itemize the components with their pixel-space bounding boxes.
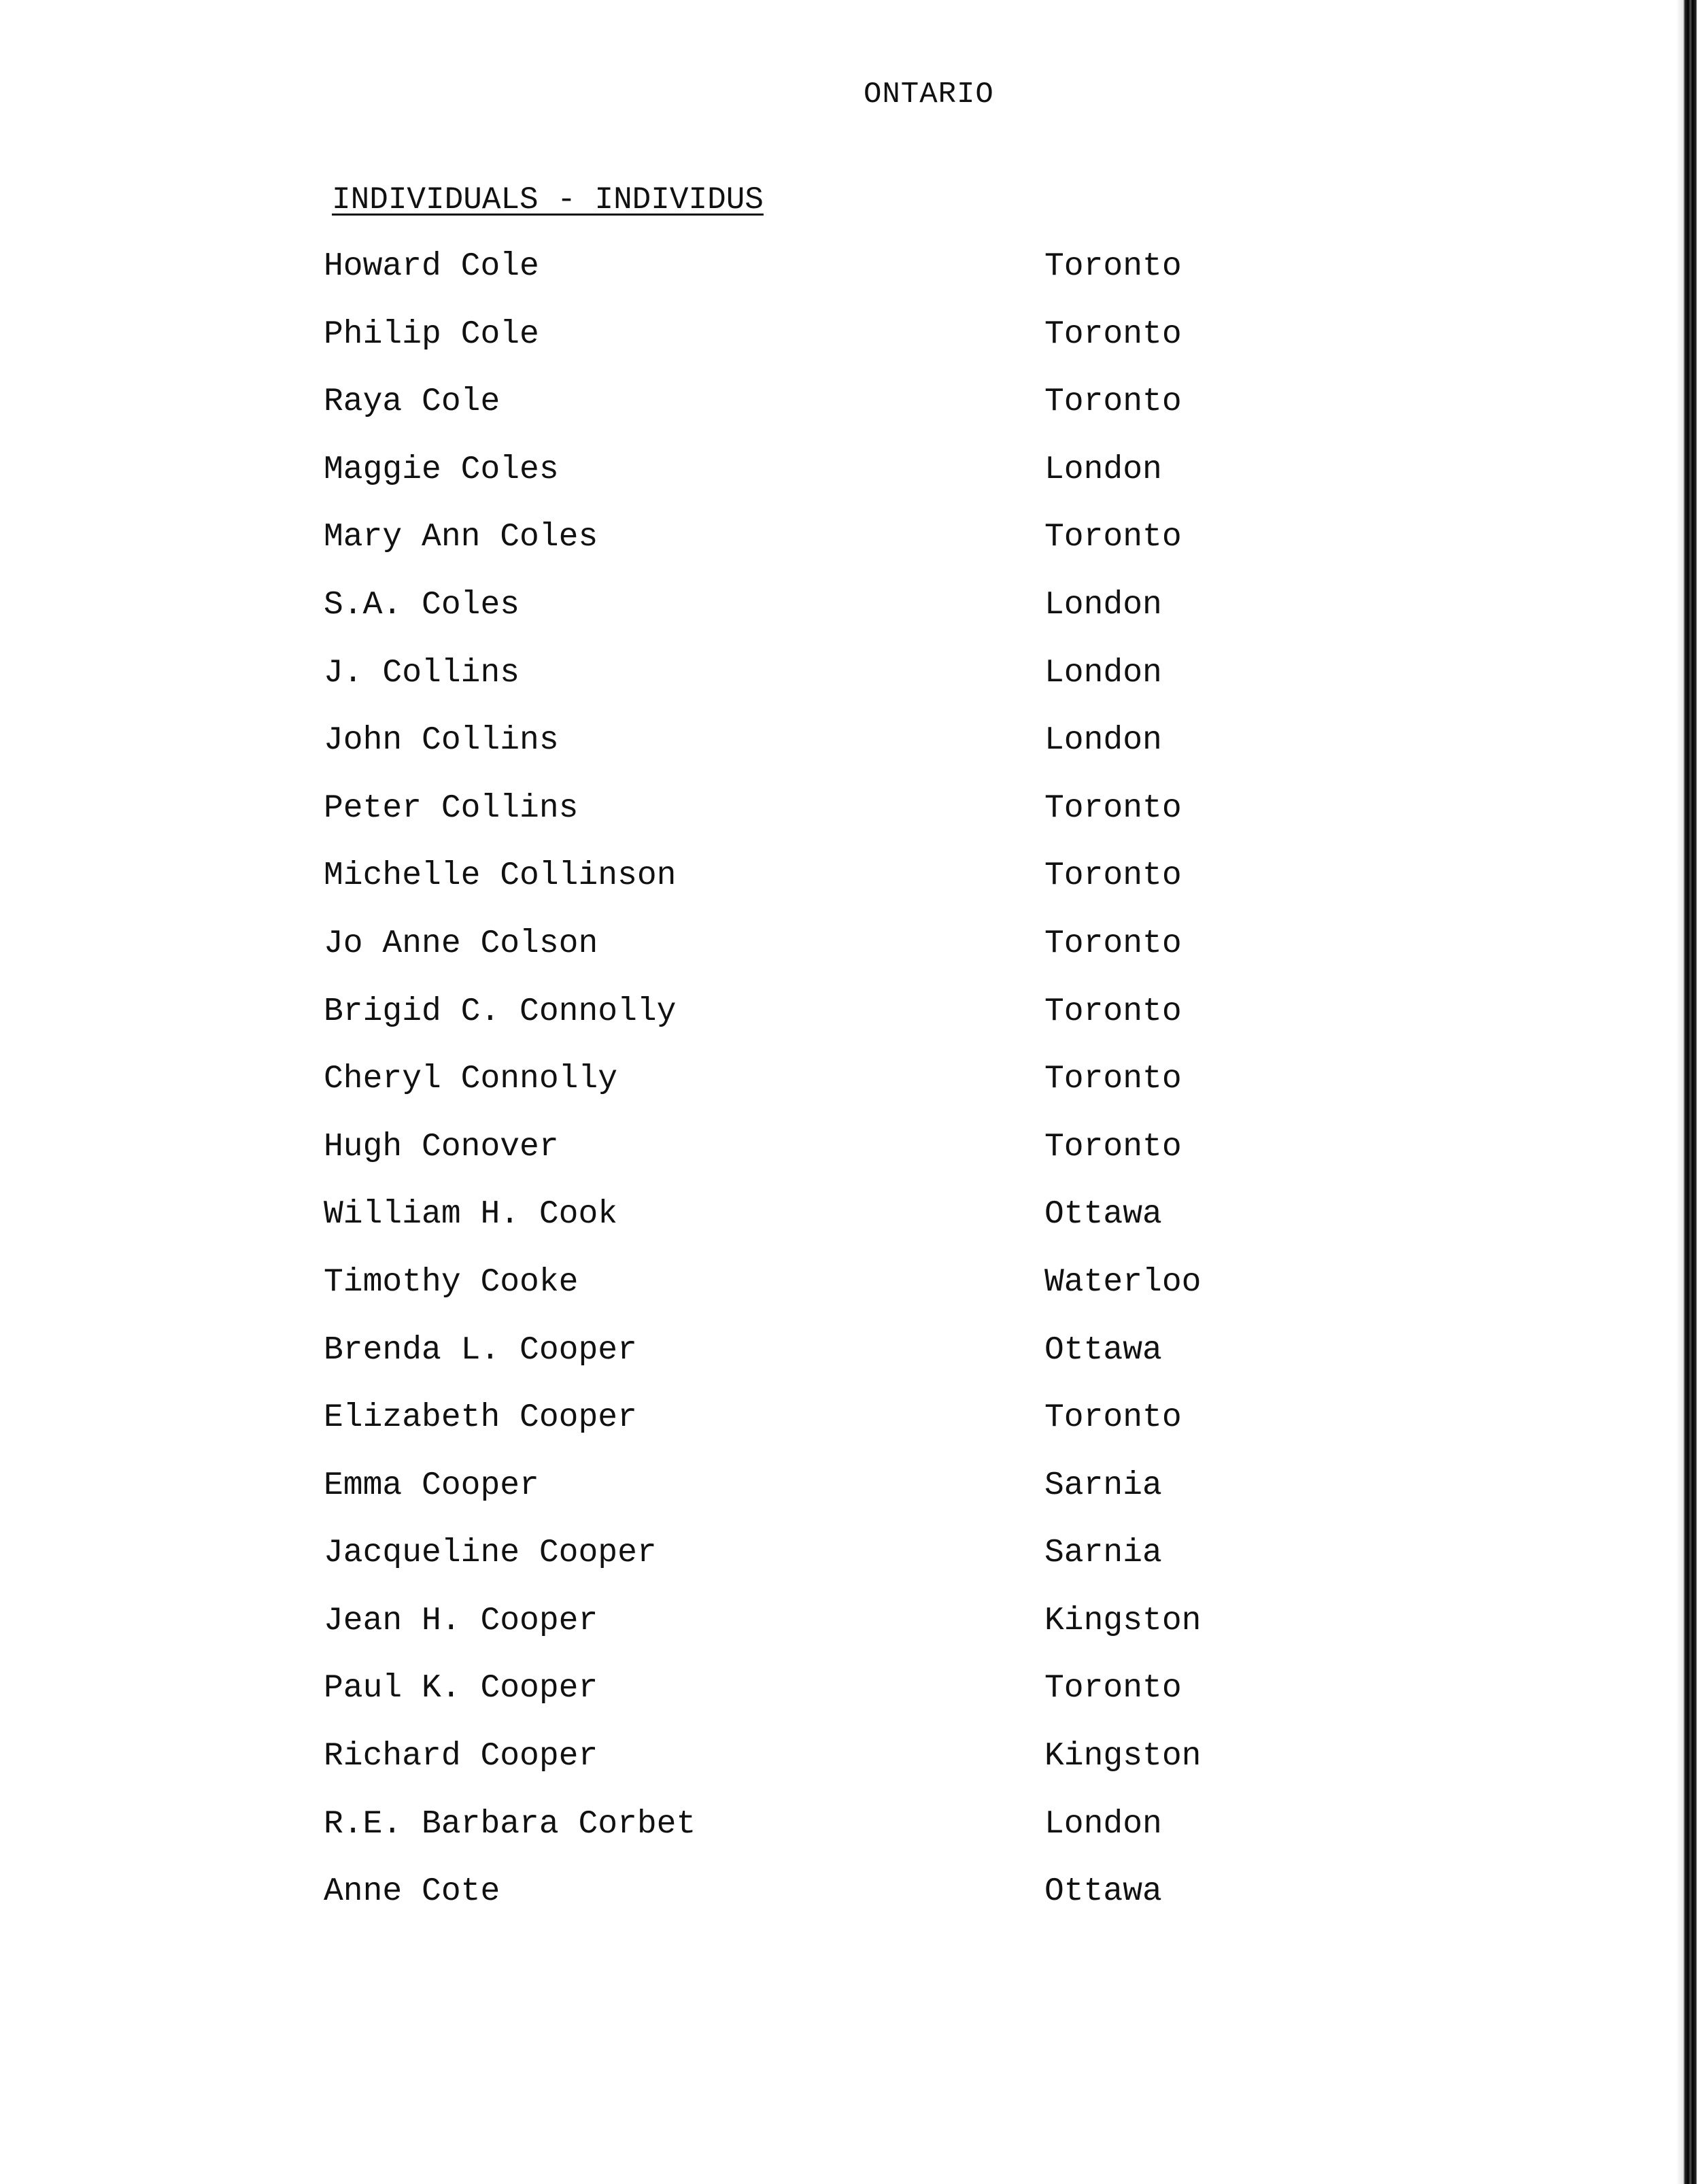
list-item — [324, 857, 1276, 925]
entry-city: Toronto — [1044, 1399, 1182, 1437]
entry-name: Hugh Conover — [324, 1128, 559, 1165]
entry-city: Ottawa — [1044, 1873, 1162, 1911]
list-item — [324, 993, 1276, 1061]
list-item — [324, 1467, 1276, 1535]
list-item — [324, 587, 1276, 655]
entry-city: London — [1044, 451, 1162, 488]
entry-name: Jo Anne Colson — [324, 925, 598, 962]
entry-name: Michelle Collinson — [324, 857, 677, 895]
entry-name: Jean H. Cooper — [324, 1602, 598, 1639]
entry-city: Sarnia — [1044, 1535, 1162, 1572]
entry-city: Kingston — [1044, 1738, 1202, 1775]
entry-city: Toronto — [1044, 315, 1182, 353]
entry-name: Richard Cooper — [324, 1738, 598, 1775]
list-item — [324, 248, 1276, 316]
list-item — [324, 1738, 1276, 1806]
entry-name: S.A. Coles — [324, 586, 520, 624]
entry-city: Toronto — [1044, 857, 1182, 895]
page-title: ONTARIO — [864, 78, 994, 112]
entry-city: London — [1044, 722, 1162, 760]
list-item — [324, 1196, 1276, 1264]
list-item — [324, 925, 1276, 993]
list-item — [324, 383, 1276, 451]
entry-city: Toronto — [1044, 1128, 1182, 1165]
list-item — [324, 1603, 1276, 1671]
entry-name: Cheryl Connolly — [324, 1061, 618, 1098]
entry-name: R.E. Barbara Corbet — [324, 1805, 696, 1843]
individuals-list — [324, 248, 1276, 1941]
list-item — [324, 1535, 1276, 1603]
list-item — [324, 722, 1276, 790]
entry-name: Howard Cole — [324, 248, 539, 285]
entry-city: London — [1044, 1805, 1162, 1843]
section-heading: INDIVIDUALS - INDIVIDUS — [332, 182, 764, 218]
list-item — [324, 1129, 1276, 1197]
entry-city: Toronto — [1044, 383, 1182, 421]
entry-city: London — [1044, 586, 1162, 624]
entry-name: Elizabeth Cooper — [324, 1399, 637, 1437]
binding-shadow — [1676, 0, 1683, 2184]
entry-name: Brigid C. Connolly — [324, 993, 677, 1030]
list-item — [324, 1332, 1276, 1400]
list-item — [324, 790, 1276, 858]
entry-city: Ottawa — [1044, 1196, 1162, 1233]
entry-city: Kingston — [1044, 1602, 1202, 1639]
entry-city: Sarnia — [1044, 1467, 1162, 1504]
entry-name: Peter Collins — [324, 789, 579, 827]
entry-city: London — [1044, 654, 1162, 692]
list-item — [324, 451, 1276, 519]
entry-name: Raya Cole — [324, 383, 500, 421]
entry-city: Toronto — [1044, 993, 1182, 1030]
entry-name: William H. Cook — [324, 1196, 618, 1233]
list-item — [324, 519, 1276, 587]
entry-name: J. Collins — [324, 654, 520, 692]
entry-city: Toronto — [1044, 248, 1182, 285]
list-item — [324, 1061, 1276, 1129]
entry-name: Brenda L. Cooper — [324, 1331, 637, 1369]
list-item — [324, 1670, 1276, 1738]
entry-name: Emma Cooper — [324, 1467, 539, 1504]
entry-city: Waterloo — [1044, 1263, 1202, 1301]
entry-name: Mary Ann Coles — [324, 519, 598, 556]
entry-name: Maggie Coles — [324, 451, 559, 488]
entry-city: Toronto — [1044, 1670, 1182, 1707]
entry-city: Toronto — [1044, 1061, 1182, 1098]
entry-city: Toronto — [1044, 925, 1182, 962]
entry-name: Philip Cole — [324, 315, 539, 353]
list-item — [324, 655, 1276, 723]
list-item — [324, 1264, 1276, 1332]
entry-name: Jacqueline Cooper — [324, 1535, 657, 1572]
list-item — [324, 316, 1276, 384]
entry-name: Paul K. Cooper — [324, 1670, 598, 1707]
page-binding-edge — [1683, 0, 1697, 2184]
entry-city: Toronto — [1044, 789, 1182, 827]
entry-city: Ottawa — [1044, 1331, 1162, 1369]
list-item — [324, 1873, 1276, 1941]
entry-city: Toronto — [1044, 519, 1182, 556]
list-item — [324, 1806, 1276, 1874]
entry-name: John Collins — [324, 722, 559, 760]
entry-name: Anne Cote — [324, 1873, 500, 1911]
list-item — [324, 1399, 1276, 1467]
entry-name: Timothy Cooke — [324, 1263, 579, 1301]
